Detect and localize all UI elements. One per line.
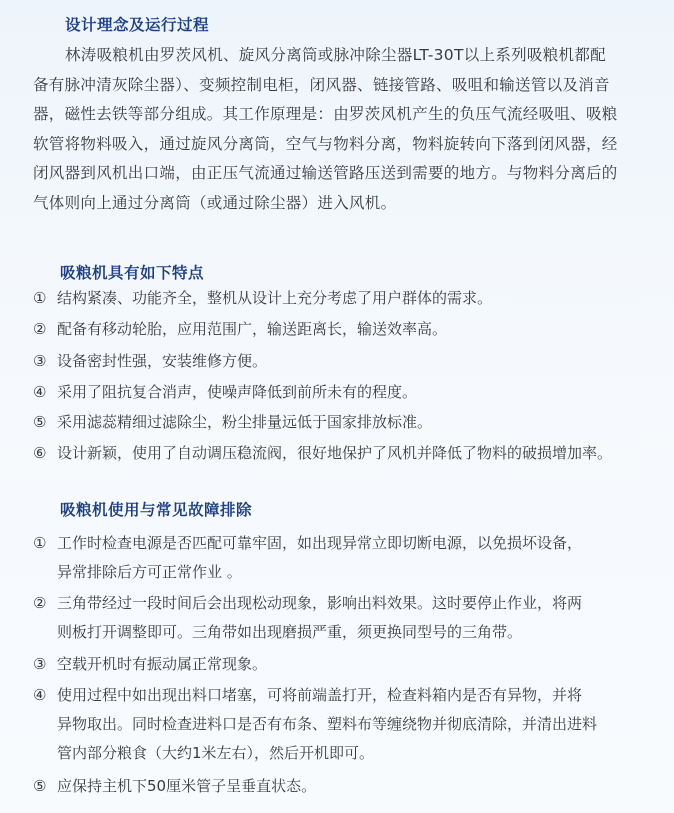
item-text: 应保持主机下50厘米管子呈垂直状态。	[57, 777, 317, 795]
item-number: ⑤	[33, 413, 47, 431]
usage-item-3	[33, 650, 267, 679]
usage-item-1	[33, 529, 582, 587]
usage-item-5	[33, 772, 316, 801]
item-number: ③	[33, 655, 47, 673]
item-text-continued: 管内部分粮食（大约1米左右），然后开机即可。	[57, 744, 375, 762]
item-text: 设计新颖，使用了自动调压稳流阀，很好地保护了风机并降低了物料的破损增加率。	[57, 444, 613, 462]
item-number: ⑤	[33, 777, 47, 795]
item-text: 工作时检查电源是否匹配可靠牢固，如出现异常立即切断电源，以免损坏设备，	[57, 534, 583, 552]
usage-item-2	[33, 589, 582, 647]
feature-item-3	[33, 347, 267, 376]
item-text-continued: 异物取出。同时检查进料口是否有布条、塑料布等缠绕物并彻底清除，并清出进料	[57, 715, 598, 733]
section-title-features: 吸粮机具有如下特点	[60, 264, 205, 282]
item-text-continued: 则板打开调整即可。三角带如出现磨损严重，须更换同型号的三角带。	[57, 623, 523, 641]
item-number: ④	[33, 383, 47, 401]
item-number: ⑥	[33, 444, 47, 462]
paragraph-line: 器，磁性去铁等部分组成。其工作原理是：由罗茨风机产生的负压气流经吸咀、吸粮	[33, 105, 618, 123]
item-text: 采用滤蕊精细过滤除尘，粉尘排量远低于国家排放标准。	[57, 413, 433, 431]
item-text: 空载开机时有振动属正常现象。	[57, 655, 268, 673]
design-paragraph	[33, 41, 663, 218]
item-text: 使用过程中如出现出料口堵塞，可将前端盖打开，检查料箱内是否有异物，并将	[57, 686, 583, 704]
item-text: 设备密封性强，安装维修方便。	[57, 352, 268, 370]
item-text-continued: 异常排除后方可正常作业 。	[57, 563, 242, 581]
paragraph-line: 备有脉冲清灰除尘器）、变频控制电柜，闭风器、链接管路、吸咀和输送管以及消音	[33, 75, 610, 94]
feature-item-4	[33, 378, 417, 407]
item-text: 采用了阻抗复合消声，使噪声降低到前所未有的程度。	[57, 383, 418, 401]
item-number: ②	[33, 594, 47, 612]
paragraph-line: 林涛吸粮机由罗茨风机、旋风分离筒或脉冲除尘器LT-30T以上系列吸粮机都配	[65, 46, 606, 64]
item-text: 配备有移动轮胎，应用范围广，输送距离长，输送效率高。	[57, 320, 448, 338]
item-text: 三角带经过一段时间后会出现松动现象，影响出料效果。这时要停止作业，将两	[57, 594, 583, 612]
paragraph-line: 软管将物料吸入，通过旋风分离筒，空气与物料分离，物料旋转向下落到闭风器，经	[33, 134, 618, 153]
section-title-design: 设计理念及运行过程	[65, 16, 210, 34]
feature-item-1	[33, 284, 492, 313]
feature-item-6	[33, 439, 612, 468]
item-number: ①	[33, 534, 47, 552]
feature-item-2	[33, 315, 447, 344]
paragraph-line: 闭风器到风机出口端，由正压气流通过输送管路压送到需要的地方。与物料分离后的	[33, 164, 618, 182]
item-text: 结构紧凑、功能齐全，整机从设计上充分考虑了用户群体的需求。	[57, 289, 493, 307]
section-title-usage: 吸粮机使用与常见故障排除	[60, 501, 253, 519]
paragraph-line: 气体则向上通过分离筒（或通过除尘器）进入风机。	[33, 193, 397, 212]
item-number: ④	[33, 686, 47, 704]
feature-item-5	[33, 408, 432, 437]
item-number: ③	[33, 352, 47, 370]
item-number: ①	[33, 289, 47, 307]
usage-item-4	[33, 681, 597, 768]
item-number: ②	[33, 320, 47, 338]
